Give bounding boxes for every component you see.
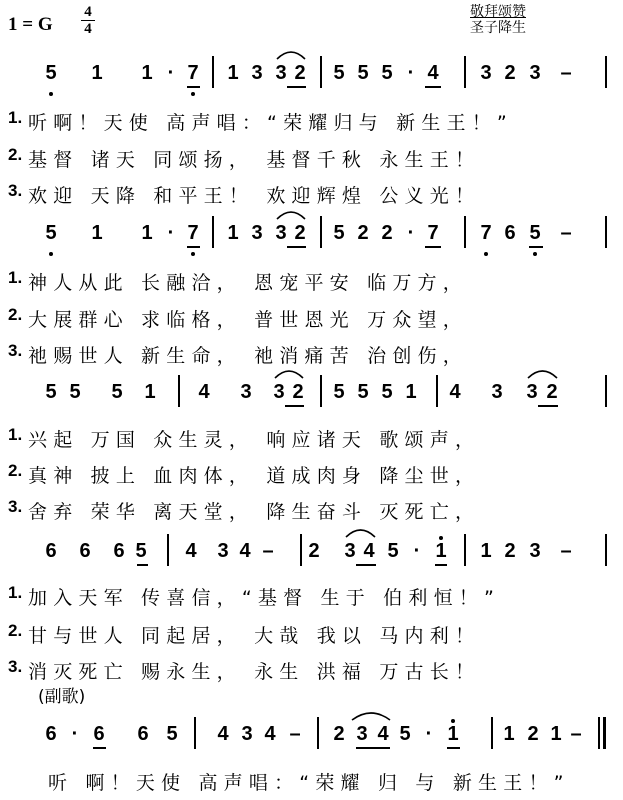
note: 1 [144,381,156,403]
octave-dot-low [49,252,53,256]
slur [345,528,376,538]
barline [320,56,322,88]
underline-beam [435,564,447,566]
octave-dot-low [191,92,195,96]
note: 3 [275,62,287,84]
verse-number: 3. [8,497,23,516]
note: 1 [91,62,103,84]
note: 7 [427,222,439,244]
note: 4 [239,540,251,562]
underline-beam [447,747,460,749]
note: 5 [387,540,399,562]
note: 7 [187,62,199,84]
note: 1 [503,723,515,745]
barline [300,534,302,566]
note: 3 [344,540,356,562]
barline [320,375,322,407]
underline-beam [187,246,200,248]
note: – [262,540,274,562]
slur [274,369,304,379]
note: 3 [251,62,263,84]
lyric-text: 真神 披上 血肉体， 道成肉身 降尘世， [28,465,481,487]
slur [276,210,306,220]
note: – [560,62,572,84]
barline [320,216,322,248]
lyric-text: 听啊！天使 高声唱：“荣耀归与 新生王！” [28,112,513,134]
note: 7 [480,222,492,244]
notation-row [0,723,623,747]
note: 2 [333,723,345,745]
lyric-text: 加入天军 传喜信，“基督 生于 伯利恒！” [28,587,501,609]
barline [212,56,214,88]
slur [351,711,391,721]
verse-number: 2. [8,461,23,480]
note: 6 [113,540,125,562]
note: 4 [449,381,461,403]
note: 5 [357,381,369,403]
barline [212,216,214,248]
note: – [560,222,572,244]
note: · [407,222,415,244]
underline-beam [287,246,306,248]
slur [527,369,558,379]
note: 2 [294,222,306,244]
note: 3 [491,381,503,403]
note: 5 [135,540,147,562]
lyric-text: 欢迎 天降 和平王！ 欢迎辉煌 公义光！ [28,185,481,207]
note: 6 [137,723,149,745]
note: 6 [93,723,105,745]
underline-beam [538,405,558,407]
octave-dot-high [451,719,455,723]
lyric-text: 舍弃 荣华 离天堂， 降生奋斗 灭死亡， [28,501,481,523]
barline [464,56,466,88]
underline-beam [285,405,304,407]
note: · [425,723,433,745]
note: 3 [529,62,541,84]
time-signature-top: 4 [84,4,92,20]
note: 4 [363,540,375,562]
note: 2 [357,222,369,244]
note: 3 [240,381,252,403]
note: 3 [529,540,541,562]
underline-beam [425,246,441,248]
underline-beam [287,86,306,88]
hymn-catalog [470,4,526,36]
note: 2 [292,381,304,403]
lyric-text: 基督 诸天 同颂扬， 基督千秋 永生王！ [28,149,481,171]
verse-number: 1. [8,268,23,287]
note: 5 [166,723,178,745]
note: 4 [185,540,197,562]
time-signature-bottom: 4 [84,21,92,37]
verse-number: 1. [8,425,23,444]
note: 2 [504,62,516,84]
note: 1 [480,540,492,562]
note: 3 [480,62,492,84]
underline-beam [137,564,148,566]
note: 1 [447,723,459,745]
notation-row [0,381,623,405]
note: 5 [357,62,369,84]
note: 4 [198,381,210,403]
note: 5 [45,381,57,403]
notation-row [0,540,623,564]
verse-number: 3. [8,657,23,676]
note: 2 [504,540,516,562]
note: · [407,62,415,84]
barline [317,717,319,749]
note: 3 [217,540,229,562]
notation-row [0,222,623,246]
note: 1 [141,62,153,84]
verse-number: 1. [8,108,23,127]
lyric-text: 听 啊！天使 高声唱：“荣耀 归 与 新生王！” [48,772,570,794]
note: 1 [91,222,103,244]
note: 5 [333,222,345,244]
verse-number: 3. [8,341,23,360]
note: 5 [111,381,123,403]
verse-number: 1. [8,583,23,602]
note: 5 [529,222,541,244]
note: 5 [381,62,393,84]
octave-dot-low [49,92,53,96]
barline [178,375,180,407]
note: 1 [227,62,239,84]
note: 5 [45,62,57,84]
note: 3 [273,381,285,403]
underline-beam [187,86,200,88]
barline [603,717,606,749]
lyric-text: 神人从此 长融洽， 恩宠平安 临万方， [28,272,468,294]
note: – [570,723,582,745]
note: 2 [308,540,320,562]
barline [605,216,607,248]
time-signature [80,4,96,37]
barline [491,717,493,749]
note: 2 [294,62,306,84]
barline [605,56,607,88]
barline [194,717,196,749]
note: 4 [377,723,389,745]
lyric-text: 兴起 万国 众生灵， 响应诸天 歌颂声， [28,429,481,451]
lyric-text: 祂赐世人 新生命， 祂消痛苦 治创伤， [28,345,468,367]
note: 5 [399,723,411,745]
barline [436,375,438,407]
note: – [560,540,572,562]
section-label-chorus: (副歌) [38,687,86,707]
notation-row [0,62,623,86]
note: 3 [251,222,263,244]
underline-beam [356,564,376,566]
verse-number: 2. [8,145,23,164]
note: 1 [435,540,447,562]
note: 2 [546,381,558,403]
verse-number: 2. [8,621,23,640]
octave-dot-low [191,252,195,256]
note: 6 [45,723,57,745]
note: 1 [141,222,153,244]
note: 5 [45,222,57,244]
underline-beam [529,246,543,248]
underline-beam [356,747,390,749]
note: – [289,723,301,745]
verse-number: 3. [8,181,23,200]
slur [276,50,306,60]
lyric-text: 大展群心 求临格， 普世恩光 万众望， [28,309,468,331]
verse-number: 2. [8,305,23,324]
note: 4 [427,62,439,84]
lyric-text: 甘与世人 同起居， 大哉 我以 马内利！ [28,625,481,647]
barline [605,534,607,566]
note: 3 [275,222,287,244]
octave-dot-high [439,536,443,540]
note: 5 [69,381,81,403]
hymn-title: 圣子降生 [470,20,526,36]
barline [167,534,169,566]
note: 1 [405,381,417,403]
note: 3 [241,723,253,745]
note: 6 [79,540,91,562]
note: 7 [187,222,199,244]
lyric-text: 消灭死亡 赐永生， 永生 洪福 万古长！ [28,661,481,683]
note: 1 [550,723,562,745]
key-signature: 1 = G [8,14,53,35]
note: 4 [217,723,229,745]
note: 1 [227,222,239,244]
underline-beam [425,86,441,88]
note: · [167,222,175,244]
octave-dot-low [533,252,537,256]
note: 5 [381,381,393,403]
note: · [167,62,175,84]
octave-dot-low [484,252,488,256]
note: 3 [356,723,368,745]
barline [605,375,607,407]
note: 5 [333,381,345,403]
note: 3 [526,381,538,403]
note: 2 [527,723,539,745]
note: · [71,723,79,745]
barline [598,717,600,749]
note: 4 [264,723,276,745]
barline [464,534,466,566]
note: 6 [45,540,57,562]
hymn-category: 敬拜颂赞 [470,4,526,20]
note: 6 [504,222,516,244]
note: 5 [333,62,345,84]
note: · [413,540,421,562]
underline-beam [93,747,106,749]
note: 2 [381,222,393,244]
barline [464,216,466,248]
